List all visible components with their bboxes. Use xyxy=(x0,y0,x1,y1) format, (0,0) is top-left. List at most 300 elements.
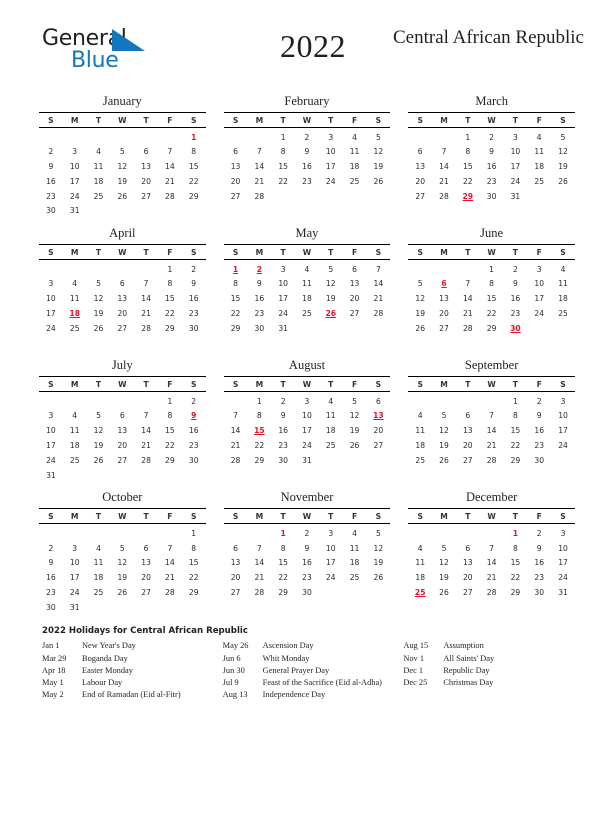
day-cell[interactable]: 11 xyxy=(69,426,80,436)
day-cell[interactable]: 17 xyxy=(302,426,312,436)
day-cell[interactable]: 11 xyxy=(325,411,336,421)
day-cell[interactable]: 20 xyxy=(439,308,449,318)
day-cell[interactable]: 20 xyxy=(230,573,241,583)
day-cell[interactable]: 28 xyxy=(254,191,265,201)
day-cell[interactable]: 29 xyxy=(188,191,199,201)
day-cell-holiday[interactable]: 25 xyxy=(414,587,426,597)
day-cell-holiday[interactable]: 26 xyxy=(325,308,337,318)
day-cell[interactable]: 21 xyxy=(165,573,175,583)
day-cell[interactable]: 20 xyxy=(117,441,128,451)
day-cell[interactable]: 24 xyxy=(302,441,312,451)
day-cell[interactable]: 25 xyxy=(534,176,545,186)
day-cell[interactable]: 21 xyxy=(141,441,151,451)
day-cell[interactable]: 4 xyxy=(417,411,423,421)
day-cell[interactable]: 20 xyxy=(415,176,426,186)
day-cell[interactable]: 30 xyxy=(534,455,545,465)
day-cell[interactable]: 18 xyxy=(302,294,312,304)
day-cell[interactable]: 3 xyxy=(560,528,566,538)
day-cell[interactable]: 2 xyxy=(512,264,518,274)
day-cell[interactable]: 17 xyxy=(46,308,56,318)
day-cell[interactable]: 14 xyxy=(486,558,497,568)
day-cell[interactable]: 27 xyxy=(462,587,473,597)
day-cell[interactable]: 22 xyxy=(165,308,175,318)
day-cell[interactable]: 3 xyxy=(328,528,334,538)
day-cell[interactable]: 3 xyxy=(536,264,542,274)
day-cell[interactable]: 27 xyxy=(230,191,241,201)
day-cell[interactable]: 27 xyxy=(141,587,151,597)
day-cell[interactable]: 7 xyxy=(489,543,495,553)
day-cell[interactable]: 24 xyxy=(325,573,336,583)
day-cell[interactable]: 10 xyxy=(558,543,568,553)
day-cell[interactable]: 11 xyxy=(534,147,545,157)
day-cell[interactable]: 1 xyxy=(167,396,173,406)
day-cell[interactable]: 31 xyxy=(510,191,521,201)
day-cell[interactable]: 18 xyxy=(534,162,545,172)
day-cell[interactable]: 9 xyxy=(489,147,495,157)
day-cell[interactable]: 10 xyxy=(278,279,288,289)
day-cell[interactable]: 27 xyxy=(462,455,473,465)
day-cell[interactable]: 28 xyxy=(141,323,151,333)
day-cell[interactable]: 19 xyxy=(93,441,104,451)
day-cell[interactable]: 29 xyxy=(230,323,241,333)
day-cell[interactable]: 24 xyxy=(46,455,56,465)
day-cell[interactable]: 22 xyxy=(510,573,521,583)
day-cell[interactable]: 6 xyxy=(233,147,238,157)
day-cell[interactable]: 11 xyxy=(69,294,80,304)
day-cell-holiday[interactable]: 1 xyxy=(512,528,519,538)
day-cell[interactable]: 15 xyxy=(278,162,288,172)
day-cell[interactable]: 14 xyxy=(254,558,265,568)
day-cell[interactable]: 12 xyxy=(93,426,104,436)
day-cell[interactable]: 23 xyxy=(46,587,56,597)
day-cell[interactable]: 1 xyxy=(489,264,495,274)
day-cell[interactable]: 2 xyxy=(304,528,310,538)
day-cell[interactable]: 3 xyxy=(72,543,78,553)
day-cell[interactable]: 26 xyxy=(373,573,384,583)
day-cell[interactable]: 9 xyxy=(304,147,310,157)
day-cell[interactable]: 1 xyxy=(512,396,518,406)
day-cell[interactable]: 8 xyxy=(233,279,238,289)
day-cell[interactable]: 20 xyxy=(462,441,473,451)
day-cell-holiday[interactable]: 1 xyxy=(191,132,197,142)
day-cell[interactable]: 23 xyxy=(188,441,199,451)
day-cell[interactable]: 10 xyxy=(69,162,80,172)
day-cell[interactable]: 27 xyxy=(349,308,360,318)
day-cell[interactable]: 26 xyxy=(558,176,568,186)
day-cell[interactable]: 27 xyxy=(415,191,426,201)
day-cell[interactable]: 23 xyxy=(278,441,288,451)
day-cell[interactable]: 24 xyxy=(558,573,568,583)
day-cell[interactable]: 26 xyxy=(439,587,449,597)
day-cell[interactable]: 27 xyxy=(117,323,128,333)
day-cell[interactable]: 4 xyxy=(352,528,357,538)
day-cell[interactable]: 16 xyxy=(46,573,56,583)
day-cell[interactable]: 13 xyxy=(415,162,426,172)
day-cell[interactable]: 8 xyxy=(256,411,262,421)
day-cell[interactable]: 13 xyxy=(117,426,128,436)
day-cell[interactable]: 12 xyxy=(325,279,336,289)
day-cell[interactable]: 28 xyxy=(165,587,175,597)
day-cell[interactable]: 24 xyxy=(69,191,80,201)
day-cell[interactable]: 10 xyxy=(325,543,336,553)
day-cell[interactable]: 21 xyxy=(462,308,473,318)
day-cell[interactable]: 20 xyxy=(141,573,151,583)
day-cell-holiday[interactable]: 13 xyxy=(373,411,384,421)
day-cell[interactable]: 5 xyxy=(96,279,101,289)
day-cell[interactable]: 17 xyxy=(325,558,336,568)
day-cell[interactable]: 14 xyxy=(486,426,497,436)
day-cell[interactable]: 10 xyxy=(325,147,336,157)
day-cell[interactable]: 18 xyxy=(558,294,568,304)
day-cell[interactable]: 4 xyxy=(304,264,310,274)
day-cell[interactable]: 2 xyxy=(191,396,197,406)
day-cell[interactable]: 14 xyxy=(254,162,265,172)
day-cell[interactable]: 20 xyxy=(141,176,151,186)
day-cell[interactable]: 22 xyxy=(188,573,199,583)
day-cell-holiday[interactable]: 30 xyxy=(510,323,521,333)
day-cell[interactable]: 2 xyxy=(536,528,542,538)
day-cell[interactable]: 23 xyxy=(510,308,521,318)
day-cell[interactable]: 6 xyxy=(143,147,149,157)
day-cell[interactable]: 28 xyxy=(230,455,241,465)
day-cell[interactable]: 30 xyxy=(254,323,265,333)
day-cell[interactable]: 21 xyxy=(486,573,497,583)
day-cell[interactable]: 3 xyxy=(280,264,286,274)
day-cell[interactable]: 14 xyxy=(439,162,449,172)
day-cell[interactable]: 16 xyxy=(486,162,497,172)
day-cell[interactable]: 29 xyxy=(278,587,288,597)
day-cell[interactable]: 18 xyxy=(93,573,104,583)
day-cell[interactable]: 8 xyxy=(191,147,197,157)
day-cell[interactable]: 25 xyxy=(325,441,336,451)
day-cell[interactable]: 6 xyxy=(119,411,125,421)
day-cell[interactable]: 6 xyxy=(417,147,423,157)
day-cell[interactable]: 21 xyxy=(373,294,384,304)
day-cell[interactable]: 30 xyxy=(46,206,56,216)
day-cell[interactable]: 1 xyxy=(191,528,197,538)
day-cell[interactable]: 9 xyxy=(304,543,310,553)
day-cell[interactable]: 26 xyxy=(93,323,104,333)
day-cell[interactable]: 15 xyxy=(510,426,521,436)
day-cell[interactable]: 24 xyxy=(510,176,521,186)
day-cell[interactable]: 10 xyxy=(302,411,312,421)
day-cell[interactable]: 19 xyxy=(93,308,104,318)
day-cell[interactable]: 21 xyxy=(254,573,265,583)
day-cell[interactable]: 31 xyxy=(69,206,80,216)
day-cell[interactable]: 7 xyxy=(256,543,262,553)
day-cell[interactable]: 2 xyxy=(48,543,54,553)
day-cell[interactable]: 8 xyxy=(191,543,197,553)
day-cell[interactable]: 16 xyxy=(534,558,545,568)
day-cell-holiday[interactable]: 15 xyxy=(254,426,265,436)
day-cell[interactable]: 13 xyxy=(462,426,473,436)
day-cell[interactable]: 9 xyxy=(191,279,197,289)
day-cell[interactable]: 24 xyxy=(69,587,80,597)
day-cell[interactable]: 2 xyxy=(536,396,542,406)
day-cell[interactable]: 25 xyxy=(349,573,360,583)
day-cell[interactable]: 26 xyxy=(117,191,128,201)
day-cell[interactable]: 29 xyxy=(510,587,521,597)
day-cell[interactable]: 3 xyxy=(48,279,54,289)
day-cell[interactable]: 9 xyxy=(48,558,54,568)
day-cell[interactable]: 17 xyxy=(69,176,80,186)
day-cell[interactable]: 4 xyxy=(72,411,78,421)
day-cell[interactable]: 25 xyxy=(415,455,426,465)
day-cell[interactable]: 24 xyxy=(325,176,336,186)
day-cell[interactable]: 27 xyxy=(439,323,449,333)
day-cell[interactable]: 22 xyxy=(462,176,473,186)
day-cell[interactable]: 28 xyxy=(165,191,175,201)
day-cell[interactable]: 8 xyxy=(280,147,286,157)
day-cell[interactable]: 21 xyxy=(439,176,449,186)
day-cell[interactable]: 6 xyxy=(375,396,381,406)
day-cell[interactable]: 14 xyxy=(373,279,384,289)
day-cell[interactable]: 17 xyxy=(278,294,288,304)
day-cell[interactable]: 30 xyxy=(486,191,497,201)
day-cell[interactable]: 7 xyxy=(489,411,495,421)
day-cell[interactable]: 29 xyxy=(188,587,199,597)
day-cell[interactable]: 15 xyxy=(188,558,199,568)
day-cell[interactable]: 19 xyxy=(373,558,384,568)
day-cell[interactable]: 8 xyxy=(512,411,518,421)
day-cell[interactable]: 18 xyxy=(415,573,426,583)
day-cell[interactable]: 20 xyxy=(373,426,384,436)
day-cell[interactable]: 22 xyxy=(230,308,241,318)
day-cell[interactable]: 21 xyxy=(165,176,175,186)
day-cell[interactable]: 21 xyxy=(141,308,151,318)
day-cell[interactable]: 10 xyxy=(558,411,568,421)
day-cell[interactable]: 22 xyxy=(188,176,199,186)
day-cell[interactable]: 18 xyxy=(349,558,360,568)
day-cell[interactable]: 15 xyxy=(486,294,497,304)
day-cell[interactable]: 4 xyxy=(560,264,566,274)
day-cell[interactable]: 28 xyxy=(254,587,265,597)
day-cell[interactable]: 20 xyxy=(117,308,128,318)
day-cell[interactable]: 29 xyxy=(165,455,175,465)
day-cell[interactable]: 11 xyxy=(93,558,104,568)
day-cell[interactable]: 28 xyxy=(439,191,449,201)
day-cell[interactable]: 26 xyxy=(349,441,360,451)
day-cell[interactable]: 21 xyxy=(486,441,497,451)
day-cell[interactable]: 14 xyxy=(141,294,151,304)
day-cell[interactable]: 26 xyxy=(415,323,426,333)
day-cell[interactable]: 13 xyxy=(230,558,241,568)
day-cell[interactable]: 26 xyxy=(373,176,384,186)
day-cell[interactable]: 2 xyxy=(191,264,197,274)
day-cell[interactable]: 17 xyxy=(534,294,545,304)
day-cell[interactable]: 5 xyxy=(375,132,381,142)
day-cell[interactable]: 31 xyxy=(278,323,288,333)
day-cell[interactable]: 4 xyxy=(536,132,542,142)
day-cell[interactable]: 12 xyxy=(93,294,104,304)
day-cell[interactable]: 6 xyxy=(352,264,357,274)
day-cell[interactable]: 4 xyxy=(96,147,101,157)
day-cell[interactable]: 8 xyxy=(489,279,495,289)
day-cell[interactable]: 13 xyxy=(349,279,360,289)
day-cell[interactable]: 11 xyxy=(302,279,312,289)
day-cell[interactable]: 19 xyxy=(117,573,128,583)
day-cell[interactable]: 10 xyxy=(69,558,80,568)
day-cell[interactable]: 15 xyxy=(462,162,473,172)
day-cell[interactable]: 16 xyxy=(534,426,545,436)
day-cell[interactable]: 2 xyxy=(304,132,310,142)
day-cell[interactable]: 7 xyxy=(375,264,381,274)
day-cell[interactable]: 12 xyxy=(117,558,128,568)
day-cell[interactable]: 10 xyxy=(534,279,545,289)
day-cell[interactable]: 25 xyxy=(349,176,360,186)
day-cell[interactable]: 5 xyxy=(352,396,357,406)
day-cell[interactable]: 4 xyxy=(352,132,357,142)
day-cell[interactable]: 28 xyxy=(486,455,497,465)
day-cell[interactable]: 23 xyxy=(46,191,56,201)
day-cell[interactable]: 7 xyxy=(167,147,173,157)
day-cell[interactable]: 27 xyxy=(141,191,151,201)
day-cell[interactable]: 25 xyxy=(93,191,104,201)
day-cell-holiday[interactable]: 1 xyxy=(232,264,239,274)
day-cell[interactable]: 5 xyxy=(375,528,381,538)
day-cell[interactable]: 19 xyxy=(439,573,449,583)
day-cell[interactable]: 28 xyxy=(462,323,473,333)
day-cell[interactable]: 16 xyxy=(46,176,56,186)
day-cell[interactable]: 16 xyxy=(302,162,312,172)
day-cell[interactable]: 8 xyxy=(465,147,471,157)
day-cell[interactable]: 16 xyxy=(302,558,312,568)
day-cell[interactable]: 1 xyxy=(167,264,173,274)
day-cell[interactable]: 17 xyxy=(69,573,80,583)
day-cell[interactable]: 29 xyxy=(510,455,521,465)
day-cell[interactable]: 25 xyxy=(302,308,312,318)
day-cell[interactable]: 12 xyxy=(373,147,384,157)
day-cell[interactable]: 2 xyxy=(489,132,495,142)
day-cell[interactable]: 2 xyxy=(48,147,54,157)
day-cell-holiday[interactable]: 1 xyxy=(280,528,286,538)
day-cell[interactable]: 19 xyxy=(439,441,449,451)
day-cell[interactable]: 21 xyxy=(230,441,241,451)
day-cell[interactable]: 19 xyxy=(325,294,336,304)
day-cell[interactable]: 22 xyxy=(486,308,497,318)
day-cell[interactable]: 18 xyxy=(93,176,104,186)
day-cell[interactable]: 9 xyxy=(48,162,54,172)
day-cell[interactable]: 5 xyxy=(441,543,447,553)
day-cell[interactable]: 16 xyxy=(188,294,199,304)
day-cell[interactable]: 17 xyxy=(558,426,568,436)
day-cell[interactable]: 16 xyxy=(254,294,265,304)
day-cell[interactable]: 26 xyxy=(117,587,128,597)
day-cell[interactable]: 7 xyxy=(167,543,173,553)
day-cell[interactable]: 24 xyxy=(278,308,288,318)
day-cell[interactable]: 9 xyxy=(536,543,542,553)
day-cell[interactable]: 17 xyxy=(558,558,568,568)
day-cell[interactable]: 13 xyxy=(462,558,473,568)
day-cell[interactable]: 5 xyxy=(119,147,125,157)
day-cell[interactable]: 30 xyxy=(278,455,288,465)
day-cell[interactable]: 5 xyxy=(441,411,447,421)
day-cell[interactable]: 15 xyxy=(278,558,288,568)
day-cell[interactable]: 18 xyxy=(415,441,426,451)
day-cell[interactable]: 19 xyxy=(558,162,568,172)
day-cell[interactable]: 1 xyxy=(465,132,471,142)
day-cell[interactable]: 7 xyxy=(465,279,471,289)
day-cell[interactable]: 7 xyxy=(441,147,447,157)
day-cell[interactable]: 16 xyxy=(188,426,199,436)
day-cell-holiday[interactable]: 6 xyxy=(441,279,447,289)
day-cell[interactable]: 3 xyxy=(304,396,310,406)
day-cell[interactable]: 5 xyxy=(560,132,566,142)
day-cell[interactable]: 14 xyxy=(141,426,151,436)
day-cell[interactable]: 23 xyxy=(302,573,312,583)
day-cell[interactable]: 15 xyxy=(510,558,521,568)
day-cell[interactable]: 22 xyxy=(254,441,265,451)
day-cell[interactable]: 17 xyxy=(325,162,336,172)
day-cell[interactable]: 30 xyxy=(188,455,199,465)
day-cell[interactable]: 4 xyxy=(72,279,78,289)
day-cell[interactable]: 4 xyxy=(417,543,423,553)
day-cell[interactable]: 7 xyxy=(143,279,149,289)
day-cell[interactable]: 30 xyxy=(302,587,312,597)
day-cell[interactable]: 24 xyxy=(534,308,545,318)
day-cell[interactable]: 15 xyxy=(165,294,175,304)
day-cell[interactable]: 24 xyxy=(46,323,56,333)
day-cell[interactable]: 25 xyxy=(69,455,80,465)
day-cell[interactable]: 6 xyxy=(119,279,125,289)
day-cell[interactable]: 19 xyxy=(373,162,384,172)
day-cell[interactable]: 19 xyxy=(117,176,128,186)
day-cell[interactable]: 9 xyxy=(280,411,286,421)
day-cell[interactable]: 22 xyxy=(278,573,288,583)
day-cell[interactable]: 8 xyxy=(512,543,518,553)
day-cell[interactable]: 22 xyxy=(278,176,288,186)
day-cell[interactable]: 16 xyxy=(510,294,521,304)
day-cell[interactable]: 19 xyxy=(349,426,360,436)
day-cell[interactable]: 3 xyxy=(328,132,334,142)
day-cell[interactable]: 8 xyxy=(280,543,286,553)
day-cell-holiday[interactable]: 9 xyxy=(191,411,197,421)
day-cell[interactable]: 1 xyxy=(256,396,262,406)
day-cell[interactable]: 27 xyxy=(373,441,384,451)
day-cell[interactable]: 3 xyxy=(72,147,78,157)
day-cell[interactable]: 31 xyxy=(302,455,312,465)
day-cell[interactable]: 25 xyxy=(93,587,104,597)
day-cell[interactable]: 7 xyxy=(233,411,238,421)
day-cell[interactable]: 31 xyxy=(46,470,56,480)
day-cell[interactable]: 25 xyxy=(558,308,568,318)
day-cell[interactable]: 12 xyxy=(373,543,384,553)
day-cell[interactable]: 23 xyxy=(534,573,545,583)
day-cell[interactable]: 11 xyxy=(415,558,426,568)
day-cell[interactable]: 30 xyxy=(534,587,545,597)
day-cell[interactable]: 25 xyxy=(69,323,80,333)
day-cell[interactable]: 15 xyxy=(188,162,199,172)
day-cell[interactable]: 15 xyxy=(165,426,175,436)
day-cell[interactable]: 4 xyxy=(328,396,334,406)
day-cell[interactable]: 11 xyxy=(415,426,426,436)
day-cell[interactable]: 8 xyxy=(167,279,173,289)
day-cell[interactable]: 26 xyxy=(439,455,449,465)
day-cell[interactable]: 18 xyxy=(325,426,336,436)
day-cell[interactable]: 11 xyxy=(349,543,360,553)
day-cell[interactable]: 3 xyxy=(560,396,566,406)
day-cell[interactable]: 23 xyxy=(534,441,545,451)
day-cell[interactable]: 28 xyxy=(486,587,497,597)
day-cell[interactable]: 23 xyxy=(254,308,265,318)
day-cell[interactable]: 10 xyxy=(510,147,521,157)
day-cell[interactable]: 12 xyxy=(415,294,426,304)
day-cell[interactable]: 22 xyxy=(165,441,175,451)
day-cell[interactable]: 2 xyxy=(280,396,286,406)
day-cell[interactable]: 10 xyxy=(46,294,56,304)
day-cell[interactable]: 18 xyxy=(349,162,360,172)
day-cell[interactable]: 31 xyxy=(558,587,568,597)
